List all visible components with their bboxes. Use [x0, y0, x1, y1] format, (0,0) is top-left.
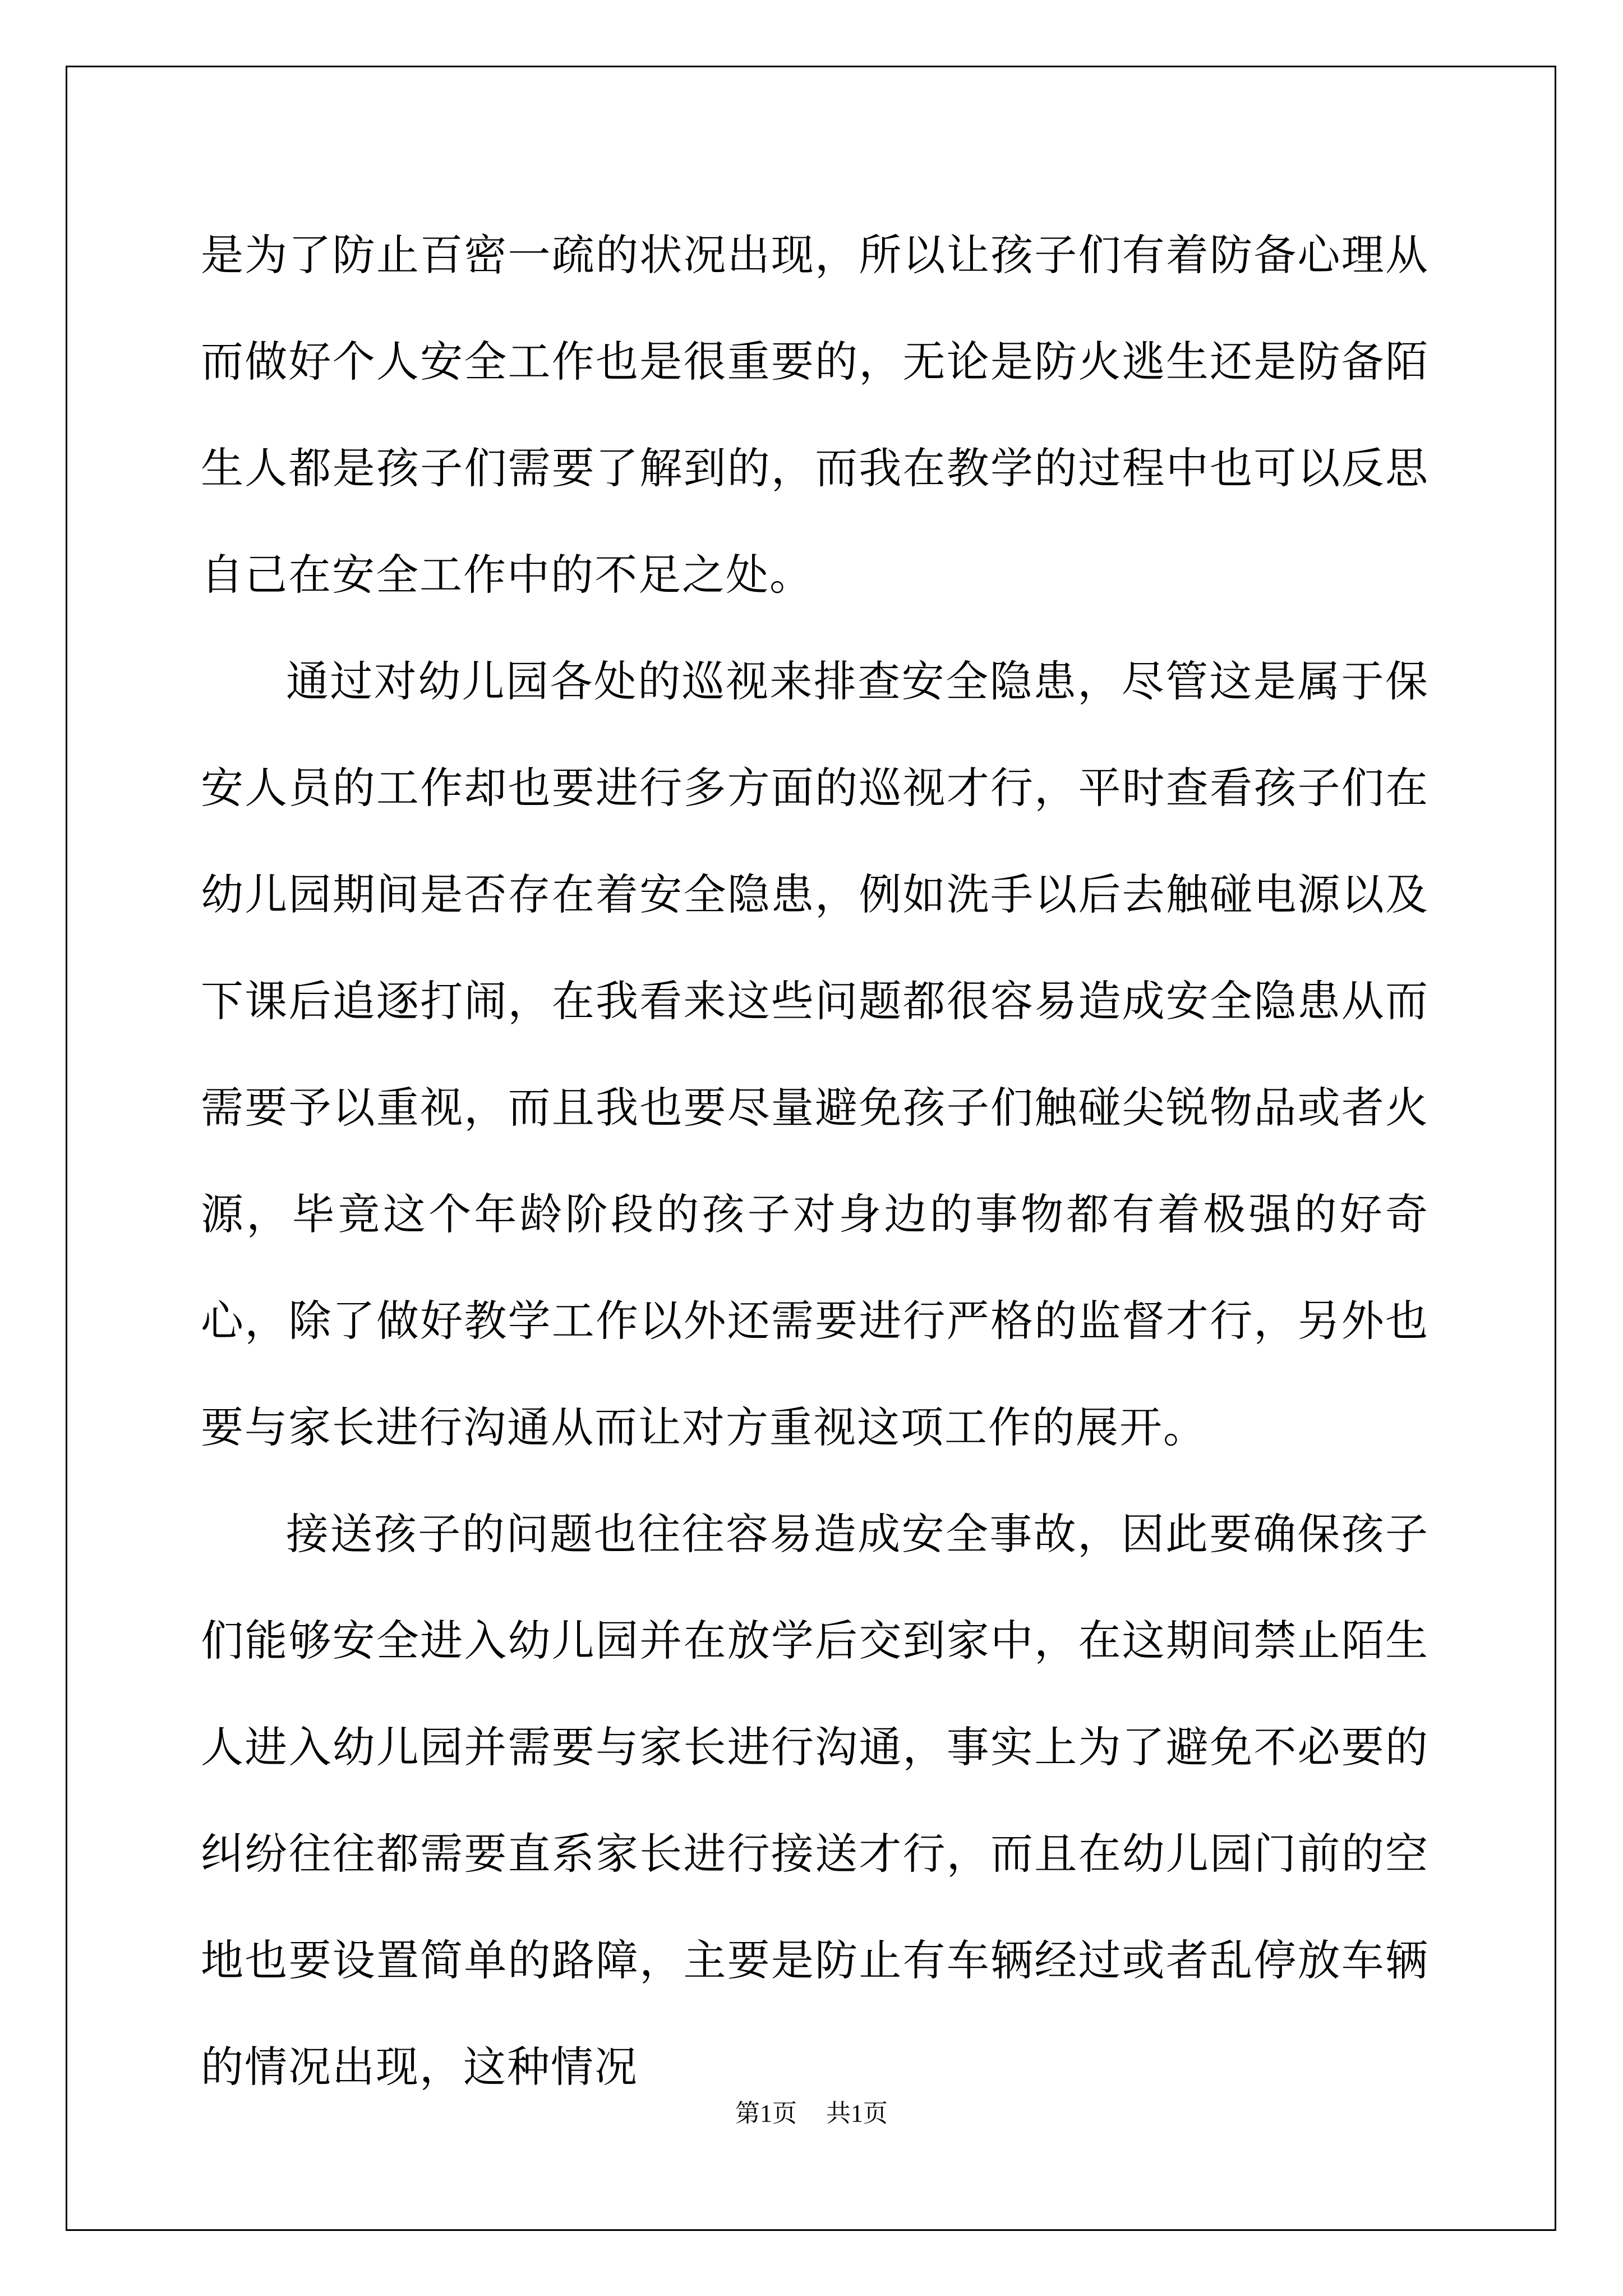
page-number-current: 第1页 — [735, 2100, 797, 2127]
paragraph-3: 接送孩子的问题也往往容易造成安全事故，因此要确保孩子们能够安全进入幼儿园并在放学后交到家中，在这期间禁止陌生人进入幼儿园并需要与家长进行沟通，事实上为了避免不必要的纠纷往往都需要直系家长进行接送才行，而且在幼儿园门前的空地也要设置简单的路障，主要是防止有车辆经过或者乱停放车辆的情况出现，这种情况 — [201, 1509, 1429, 2092]
document-body — [201, 202, 1429, 2120]
page-footer — [0, 2097, 1623, 2131]
page-number-total: 共1页 — [826, 2100, 888, 2127]
paragraph-2: 通过对幼儿园各处的巡视来排查安全隐患，尽管这是属于保安人员的工作却也要进行多方面的巡视才行，平时查看孩子们在幼儿园期间是否存在着安全隐患，例如洗手以后去触碰电源以及下课后追逐打闹，在我看来这些问题都很容易造成安全隐患从而需要予以重视，而且我也要尽量避免孩子们触碰尖锐物品或者火源，毕竟这个年龄阶段的孩子对身边的事物都有着极强的好奇心，除了做好教学工作以外还需要进行严格的监督才行，另外也要与家长进行沟通从而让对方重视这项工作的展开。 — [201, 656, 1429, 1452]
paragraph-1: 是为了防止百密一疏的状况出现，所以让孩子们有着防备心理从而做好个人安全工作也是很重要的，无论是防火逃生还是防备陌生人都是孩子们需要了解到的，而我在教学的过程中也可以反思自己在安全工作中的不足之处。 — [201, 230, 1429, 600]
